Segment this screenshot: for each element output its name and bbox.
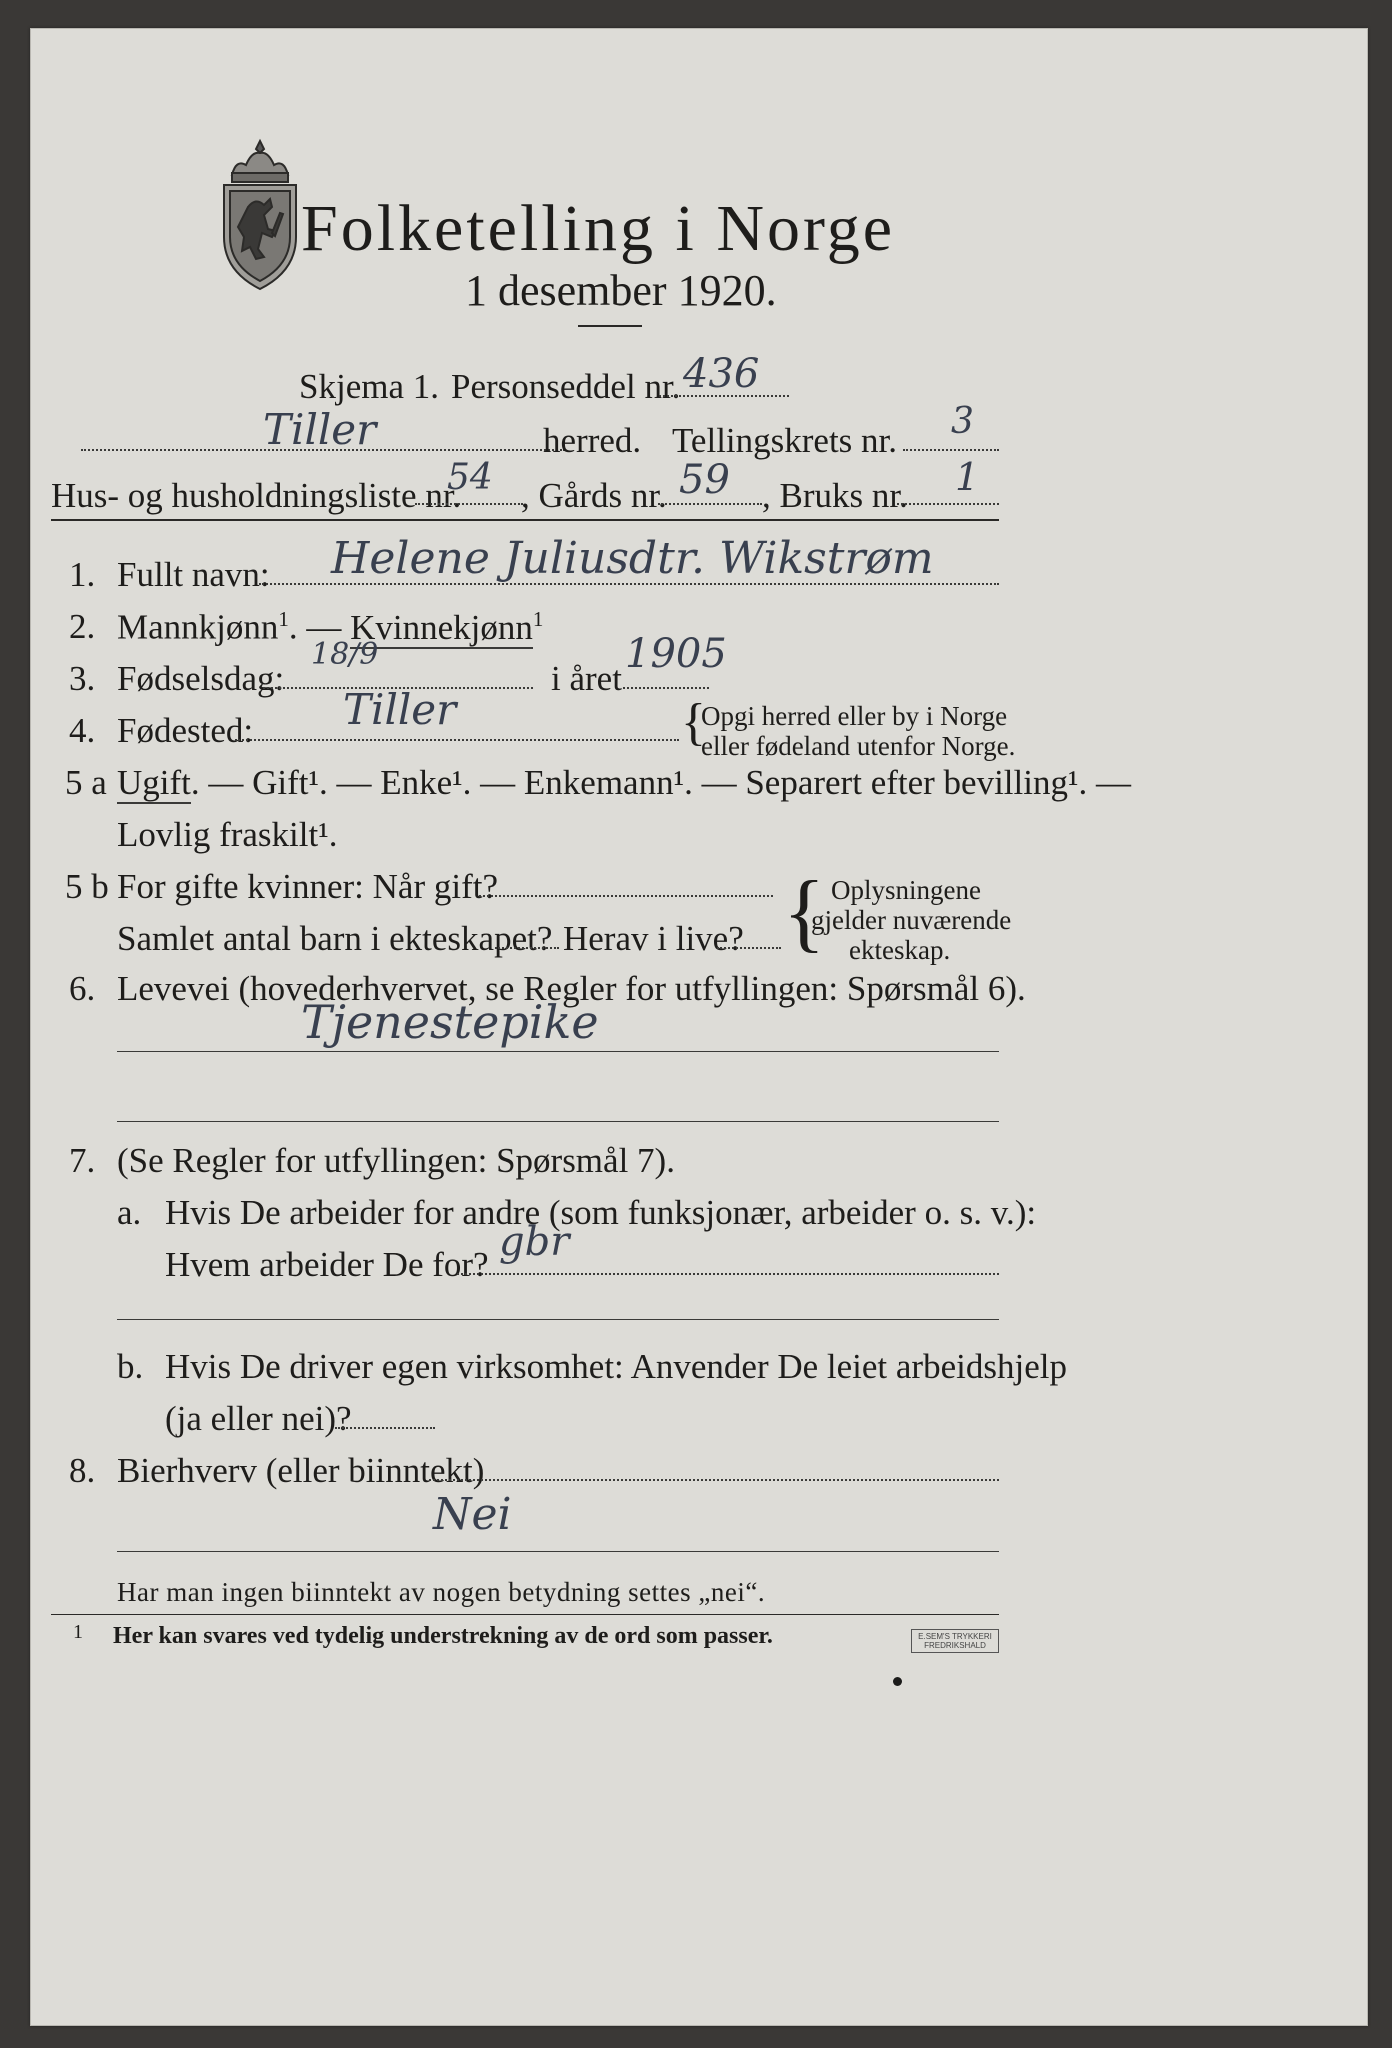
q3-year-label: i året: [551, 659, 622, 698]
q6-label: Levevei (hovederhvervet, se Regler for utfyllingen: Spørsmål 6).: [117, 969, 1026, 1008]
page-title: Folketelling i Norge: [301, 192, 896, 265]
q2-sex-options: Mannkjønn$^1$. — Kvinnekjønn$^1$: [117, 607, 544, 647]
gards-value: 59: [679, 457, 730, 503]
hus-value: 54: [447, 457, 493, 498]
q7b-letter: b.: [117, 1347, 144, 1386]
q3-year-line: [623, 687, 709, 689]
gards-line: [658, 503, 762, 505]
bruks-line: [897, 503, 999, 505]
gards-label: , Gårds nr.: [521, 476, 667, 515]
q5b-married-line: [479, 895, 773, 897]
q5b-married-label: For gifte kvinner: Når gift?: [117, 867, 499, 906]
herred-label: herred.: [543, 421, 642, 460]
q8-label: Bierhverv (eller biinntekt): [117, 1451, 485, 1490]
q5a-line2: Lovlig fraskilt¹.: [117, 815, 338, 854]
hus-label: Hus- og husholdningsliste nr.: [51, 476, 462, 515]
header-divider: [51, 519, 999, 521]
q4-brace: {: [681, 694, 706, 751]
q7b-question-label: (ja eller nei)?: [165, 1399, 352, 1438]
q3-label: Fødselsdag:: [117, 659, 285, 698]
q8-number: 8.: [69, 1451, 96, 1490]
q5b-alive-label: Herav i live?: [563, 919, 744, 958]
q5b-note-line2: gjelder nuværende: [811, 905, 1012, 935]
q2-female-option: Kvinnekjønn: [350, 607, 533, 647]
occupation-value: Tjenestepike: [301, 995, 599, 1049]
q7a-line2: [117, 1319, 999, 1320]
q1-label: Fullt navn:: [117, 555, 270, 594]
q8-line2: [117, 1551, 999, 1552]
footer-divider: [51, 1614, 999, 1615]
personseddel-value: 436: [683, 351, 760, 397]
skjema-label: Skjema 1.: [299, 367, 439, 406]
footnote-number: 1: [73, 1621, 83, 1643]
ink-dot: [893, 1677, 902, 1686]
q5b-brace: {: [783, 864, 826, 961]
q7a-line: [457, 1273, 999, 1275]
q5a-options: [117, 763, 1131, 803]
q6-line1: [117, 1051, 999, 1052]
q4-label: Fødested:: [117, 711, 254, 750]
tellingskrets-line: [903, 449, 999, 451]
q3-number: 3.: [69, 659, 96, 698]
q6-line2: [117, 1121, 999, 1122]
bruks-label: , Bruks nr.: [762, 476, 908, 515]
q2-number: 2.: [69, 607, 96, 646]
footnote-text: Her kan svares ved tydelig understrekning av de ord som passer.: [113, 1623, 773, 1649]
norwegian-coat-of-arms-icon: [214, 137, 306, 297]
tellingskrets-label: Tellingskrets nr.: [672, 421, 898, 460]
q5b-note-line1: Oplysningene: [831, 875, 981, 905]
tellingskrets-value: 3: [951, 401, 974, 442]
title-divider: [578, 325, 642, 327]
q7a-letter: a.: [117, 1193, 142, 1232]
q6-number: 6.: [69, 969, 96, 1008]
q5b-note-line3: ekteskap.: [849, 935, 951, 965]
q4-line: [235, 739, 679, 741]
q7a-employer-label: Hvem arbeider De for?: [165, 1245, 489, 1284]
bruks-value: 1: [955, 455, 980, 499]
q5b-alive-line: [717, 947, 781, 949]
personseddel-label: Personseddel nr.: [451, 367, 681, 406]
birth-year-value: 1905: [625, 631, 727, 677]
census-date: 1 desember 1920.: [465, 266, 777, 315]
printer-stamp: E.SEM'S TRYKKERI FREDRIKSHALD: [911, 1629, 999, 1653]
employer-value: gbr: [499, 1219, 570, 1265]
q4-number: 4.: [69, 711, 96, 750]
q7-label: (Se Regler for utfyllingen: Spørsmål 7).: [117, 1141, 675, 1180]
full-name-value: Helene Juliusdtr. Wikstrøm: [331, 533, 934, 584]
q7b-label: Hvis De driver egen virksomhet: Anvender De leiet arbeidshjelp: [165, 1347, 1067, 1386]
q5a-other-options: . — Gift¹. — Enke¹. — Enkemann¹. — Separert efter bevilling¹. —: [190, 763, 1131, 802]
hus-line: [415, 503, 523, 505]
q5b-children-label: Samlet antal barn i ekteskapet?: [117, 919, 553, 958]
birthplace-value: Tiller: [343, 685, 457, 734]
q5a-ugift-option: Ugift: [117, 763, 191, 802]
q7-number: 7.: [69, 1141, 96, 1180]
side-income-note: Har man ingen biinntekt av nogen betydning settes „nei“.: [117, 1577, 766, 1607]
q1-number: 1.: [69, 555, 96, 594]
q8-line: [429, 1479, 999, 1481]
q5b-number: 5 b: [65, 867, 109, 906]
q7a-label: Hvis De arbeider for andre (som funksjonær, arbeider o. s. v.):: [165, 1193, 1037, 1232]
q7b-line: [335, 1427, 435, 1429]
q5b-children-line: [495, 947, 559, 949]
q4-note-line2: eller fødeland utenfor Norge.: [701, 731, 1016, 761]
side-income-value: Nei: [433, 1489, 512, 1540]
birthday-value: 18/9: [311, 637, 379, 672]
q4-note-line1: Opgi herred eller by i Norge: [701, 701, 1008, 731]
herred-value: Tiller: [263, 405, 377, 454]
q2-male-option: Mannkjønn: [117, 607, 279, 647]
q5a-number: 5 a: [65, 763, 107, 802]
census-form: [30, 28, 1368, 2026]
